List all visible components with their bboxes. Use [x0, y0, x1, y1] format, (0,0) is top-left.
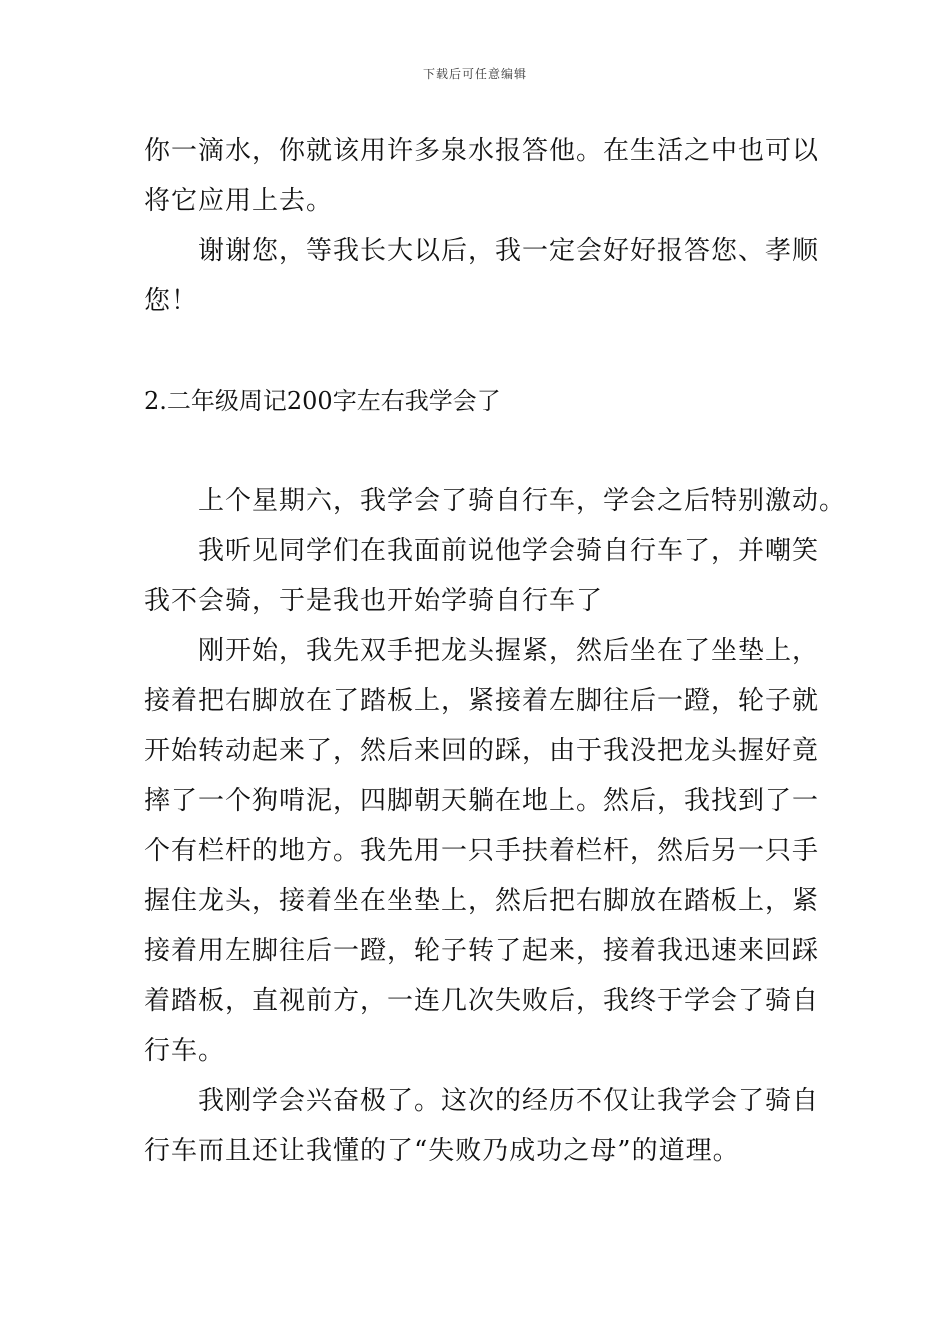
paragraph-line: 谢谢您，等我长大以后，我一定会好好报答您、孝顺	[198, 236, 820, 266]
paragraph-line: 接着用左脚往后一蹬，轮子转了起来，接着我迅速来回踩	[144, 936, 820, 966]
paragraph-line: 行车而且还让我懂的了“失败乃成功之母”的道理。	[144, 1136, 740, 1166]
section-title: 2.二年级周记200字左右我学会了	[144, 387, 501, 415]
paragraph-line: 接着把右脚放在了踏板上，紧接着左脚往后一蹬，轮子就	[144, 686, 820, 716]
spacer	[144, 326, 808, 376]
paragraph-line: 刚开始，我先双手把龙头握紧，然后坐在了坐垫上，	[198, 636, 820, 666]
page-header: 下载后可任意编辑	[422, 67, 527, 81]
paragraph-line: 握住龙头，接着坐在坐垫上，然后把右脚放在踏板上，紧	[144, 886, 820, 916]
paragraph-line: 个有栏杆的地方。我先用一只手扶着栏杆，然后另一只手	[144, 836, 820, 866]
paragraph-line: 开始转动起来了，然后来回的踩，由于我没把龙头握好竟	[144, 736, 820, 766]
spacer	[144, 426, 808, 476]
paragraph-line: 您！	[144, 286, 199, 316]
paragraph-line: 上个星期六，我学会了骑自行车，学会之后特别激动。	[198, 486, 847, 516]
document-body	[144, 126, 847, 1176]
paragraph-line: 你一滴水，你就该用许多泉水报答他。在生活之中也可以	[144, 136, 820, 166]
paragraph-line: 将它应用上去。	[144, 186, 334, 216]
paragraph-line: 行车。	[144, 1036, 226, 1066]
paragraph-line: 我刚学会兴奋极了。这次的经历不仅让我学会了骑自	[198, 1086, 820, 1116]
paragraph-line: 摔了一个狗啃泥，四脚朝天躺在地上。然后，我找到了一	[144, 786, 820, 816]
paragraph-line: 我不会骑，于是我也开始学骑自行车了	[144, 586, 604, 616]
paragraph-line: 着踏板，直视前方，一连几次失败后，我终于学会了骑自	[144, 986, 820, 1016]
paragraph-line: 我听见同学们在我面前说他学会骑自行车了，并嘲笑	[198, 536, 820, 566]
